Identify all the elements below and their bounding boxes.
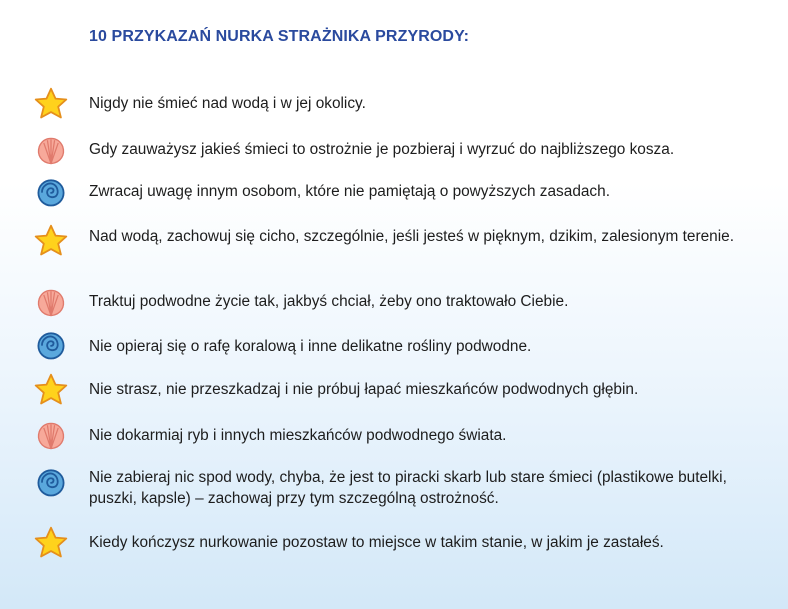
seashell-icon: [33, 285, 69, 321]
list-item-text: Kiedy kończysz nurkowanie pozostaw to miejsce w takim stanie, w jakim je zastałeś.: [89, 534, 664, 551]
seashell-icon: [33, 418, 69, 454]
list-item-text: Nad wodą, zachowuj się cicho, szczególnie, jeśli jesteś w pięknym, dzikim, zalesionym terenie.: [89, 228, 734, 245]
snail-shell-icon: [33, 464, 69, 500]
star-icon: [33, 525, 69, 561]
list-item-text: Traktuj podwodne życie tak, jakbyś chciał, żeby ono traktowało Ciebie.: [89, 293, 569, 310]
star-icon: [33, 223, 69, 259]
list-item-text: Nie dokarmiaj ryb i innych mieszkańców podwodnego świata.: [89, 427, 507, 444]
star-icon: [33, 86, 69, 122]
list-item-text: Zwracaj uwagę innym osobom, które nie pamiętają o powyższych zasadach.: [89, 183, 610, 200]
list-item-text: Nie opieraj się o rafę koralową i inne delikatne rośliny podwodne.: [89, 338, 532, 355]
snail-shell-icon: [33, 174, 69, 210]
list-item-text: Nigdy nie śmieć nad wodą i w jej okolicy.: [89, 95, 366, 112]
snail-shell-icon: [33, 327, 69, 363]
page-title: 10 PRZYKAZAŃ NURKA STRAŻNIKA PRZYRODY:: [89, 28, 470, 45]
seashell-icon: [33, 133, 69, 169]
list-item-text: Gdy zauważysz jakieś śmieci to ostrożnie je pozbieraj i wyrzuć do najbliższego kosza.: [89, 141, 675, 158]
star-icon: [33, 372, 69, 408]
list-item-text: Nie strasz, nie przeszkadzaj i nie próbuj łapać mieszkańców podwodnych głębin.: [89, 381, 639, 398]
list-item-text: Nie zabieraj nic spod wody, chyba, że jest to piracki skarb lub stare śmieci (plastikowe butelki, puszki, kapsle) – zachowaj przy tym szczególną ostrożność.: [89, 469, 727, 507]
